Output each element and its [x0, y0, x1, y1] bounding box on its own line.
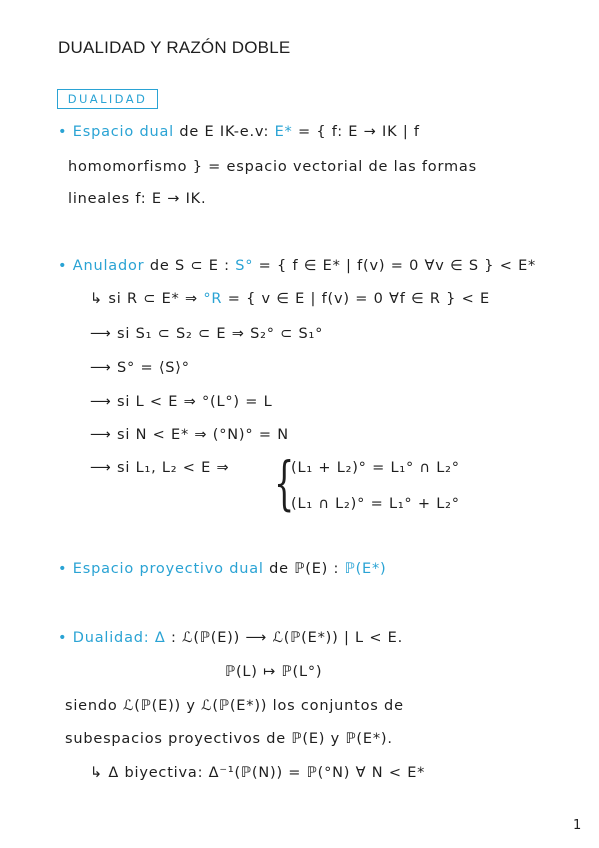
annihilator-text: de S ⊂ E : — [144, 258, 236, 274]
projective-dual-heading: • Espacio proyectivo dual — [58, 561, 264, 577]
annihilator-item-1-symbol: °R — [203, 291, 223, 307]
annihilator-symbol: S° — [235, 258, 254, 274]
annihilator-item-5: ⟶ si N < E* ⇒ (°N)° = N — [90, 427, 289, 443]
annihilator-item-2: ⟶ si S₁ ⊂ S₂ ⊂ E ⇒ S₂° ⊂ S₁° — [90, 326, 324, 342]
duality-line-2: ℙ(L) ↦ ℙ(L°) — [225, 664, 323, 680]
annihilator-item-6: ⟶ si L₁, L₂ < E ⇒ — [90, 460, 230, 476]
dual-space-heading: • Espacio dual — [58, 124, 174, 140]
duality-line-4: subespacios proyectivos de ℙ(E) y ℙ(E*). — [65, 731, 393, 747]
dual-space-line-2: homomorfismo } = espacio vectorial de las formas — [68, 159, 477, 175]
annihilator-case-1: (L₁ + L₂)° = L₁° ∩ L₂° — [291, 460, 460, 476]
annihilator-item-1-pre: ↳ si R ⊂ E* ⇒ — [90, 291, 204, 307]
cases-brace: { — [274, 449, 295, 517]
duality-line-5: ↳ Δ biyectiva: Δ⁻¹(ℙ(N)) = ℙ(°N) ∀ N < E* — [90, 765, 426, 781]
projective-dual-text: de ℙ(E) : — [263, 561, 345, 577]
annihilator-item-1 — [90, 291, 490, 307]
annihilator-item-1-def: = { v ∈ E | f(v) = 0 ∀f ∈ R } < E — [222, 291, 490, 307]
annihilator-item-3: ⟶ S° = ⟨S⟩° — [90, 360, 190, 376]
projective-dual-value: ℙ(E*) — [344, 561, 387, 577]
duality-line-3: siendo ℒ(ℙ(E)) y ℒ(ℙ(E*)) los conjuntos de — [65, 698, 404, 714]
annihilator-case-2: (L₁ ∩ L₂)° = L₁° + L₂° — [291, 496, 460, 512]
projective-dual-line — [58, 561, 387, 577]
page-title: DUALIDAD Y RAZÓN DOBLE — [58, 38, 291, 57]
duality-line-1 — [58, 630, 403, 646]
annihilator-line-1 — [58, 258, 536, 274]
duality-map: : ℒ(ℙ(E)) ⟶ ℒ(ℙ(E*)) | L < E. — [165, 630, 404, 646]
dual-space-definition: = { f: E → IK | f — [292, 124, 420, 140]
annihilator-item-4: ⟶ si L < E ⇒ °(L°) = L — [90, 394, 273, 410]
section-label-dualidad: DUALIDAD — [57, 89, 158, 109]
duality-heading: • Dualidad: Δ — [58, 630, 166, 646]
page-number: 1 — [573, 818, 582, 833]
dual-space-line-1 — [58, 124, 420, 140]
dual-space-line-3: lineales f: E → IK. — [68, 191, 207, 207]
annihilator-heading: • Anulador — [58, 258, 145, 274]
dual-space-symbol: E* — [274, 124, 293, 140]
dual-space-text: de E IK-e.v: — [173, 124, 275, 140]
annihilator-definition: = { f ∈ E* | f(v) = 0 ∀v ∈ S } < E* — [253, 258, 537, 274]
